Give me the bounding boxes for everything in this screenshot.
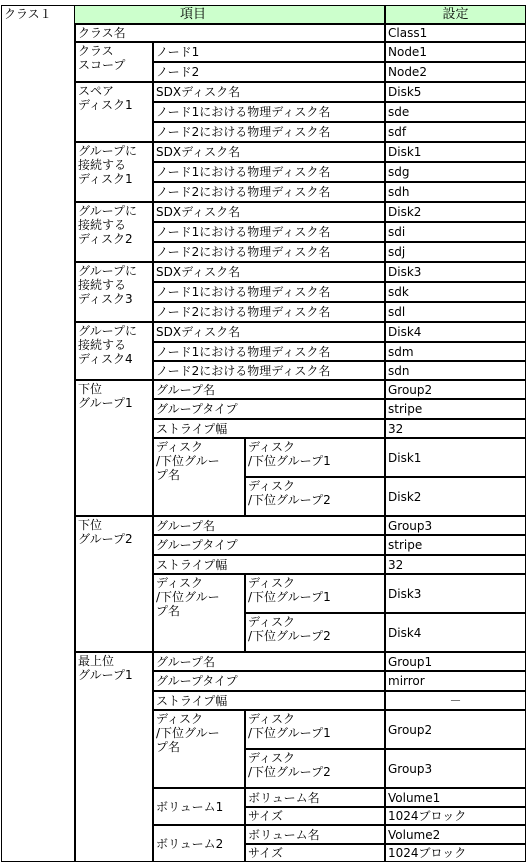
item-label-cell: グループ名 — [153, 516, 385, 535]
setting-value-cell: sdg — [385, 162, 526, 182]
item-label-cell: グループタイプ — [153, 535, 385, 555]
setting-value-cell: Node1 — [385, 42, 526, 62]
item-label-cell: ノード2における物理ディスク名 — [153, 242, 385, 262]
item-label-cell: グループに 接続する ディスク1 — [75, 142, 153, 202]
setting-value-cell: Disk5 — [385, 82, 526, 102]
item-label-cell: クラス１ — [1, 5, 75, 862]
item-label-cell: ノード2における物理ディスク名 — [153, 361, 385, 380]
header-item: 項目 — [1, 5, 385, 24]
item-label-cell: グループに 接続する ディスク4 — [75, 322, 153, 380]
item-label-cell: ノード1 — [153, 42, 385, 62]
item-label-cell: SDXディスク名 — [153, 322, 385, 342]
setting-value-cell: Volume2 — [385, 825, 526, 844]
item-label-cell: ノード1における物理ディスク名 — [153, 222, 385, 242]
item-label-cell: ボリューム2 — [153, 825, 245, 862]
item-label-cell: ノード2における物理ディスク名 — [153, 302, 385, 322]
item-label-cell: ノード1における物理ディスク名 — [153, 342, 385, 361]
item-label-cell: グループ名 — [153, 380, 385, 399]
setting-value-cell: sdj — [385, 242, 526, 262]
setting-value-cell: sdf — [385, 122, 526, 142]
setting-value-cell: 1024ブロック — [385, 807, 526, 825]
item-label-cell: SDXディスク名 — [153, 82, 385, 102]
setting-value-cell: Disk3 — [385, 574, 526, 613]
setting-value-cell: sdk — [385, 282, 526, 302]
setting-value-cell: Group3 — [385, 749, 526, 788]
setting-value-cell: sdi — [385, 222, 526, 242]
item-label-cell: ボリューム1 — [153, 788, 245, 825]
item-label-cell: ディスク /下位グループ2 — [245, 477, 385, 516]
item-label-cell: グループタイプ — [153, 399, 385, 419]
item-label-cell: ディスク /下位グループ1 — [245, 438, 385, 477]
item-label-cell: ディスク /下位グループ2 — [245, 749, 385, 788]
item-label-cell: グループ名 — [153, 652, 385, 671]
item-label-cell: ディスク /下位グループ1 — [245, 710, 385, 749]
item-label-cell: クラス スコープ — [75, 42, 153, 82]
item-label-cell: ノード1における物理ディスク名 — [153, 162, 385, 182]
setting-value-cell: Disk4 — [385, 613, 526, 652]
item-label-cell: ノード1における物理ディスク名 — [153, 102, 385, 122]
item-label-cell: ディスク /下位グルー プ名 — [153, 710, 245, 788]
item-label-cell: ディスク /下位グループ2 — [245, 613, 385, 652]
item-label-cell: ディスク /下位グルー プ名 — [153, 574, 245, 652]
setting-value-cell: stripe — [385, 535, 526, 555]
setting-value-cell: Volume1 — [385, 788, 526, 807]
item-label-cell: ボリューム名 — [245, 825, 385, 844]
item-label-cell: グループに 接続する ディスク3 — [75, 262, 153, 322]
header-setting: 設定 — [385, 5, 526, 24]
item-label-cell: ノード2における物理ディスク名 — [153, 182, 385, 202]
setting-value-cell: Disk1 — [385, 438, 526, 477]
setting-value-cell: Group3 — [385, 516, 526, 535]
setting-value-cell: Disk2 — [385, 477, 526, 516]
setting-value-cell: sdl — [385, 302, 526, 322]
setting-value-cell: 32 — [385, 555, 526, 574]
item-label-cell: ストライプ幅 — [153, 555, 385, 574]
setting-value-cell: Class1 — [385, 24, 526, 42]
setting-value-cell: sdn — [385, 361, 526, 380]
setting-value-cell: sdm — [385, 342, 526, 361]
item-label-cell: ディスク /下位グルー プ名 — [153, 438, 245, 516]
item-label-cell: SDXディスク名 — [153, 262, 385, 282]
setting-value-cell: 32 — [385, 419, 526, 438]
item-label-cell: グループタイプ — [153, 671, 385, 691]
item-label-cell: ストライプ幅 — [153, 419, 385, 438]
item-label-cell: 下位 グループ1 — [75, 380, 153, 516]
setting-value-cell: Disk3 — [385, 262, 526, 282]
item-label-cell: ノード1における物理ディスク名 — [153, 282, 385, 302]
item-label-cell: ノード2 — [153, 62, 385, 82]
item-label-cell: グループに 接続する ディスク2 — [75, 202, 153, 262]
item-label-cell: スペア ディスク1 — [75, 82, 153, 142]
item-label-cell: 下位 グループ2 — [75, 516, 153, 652]
item-label-cell: ストライプ幅 — [153, 691, 385, 710]
item-label-cell: ディスク /下位グループ1 — [245, 574, 385, 613]
setting-value-cell: sdh — [385, 182, 526, 202]
item-label-cell: クラス名 — [75, 24, 385, 42]
setting-value-cell: － — [385, 691, 526, 710]
item-label-cell: サイズ — [245, 844, 385, 862]
setting-value-cell: 1024ブロック — [385, 844, 526, 862]
item-label-cell: ノード2における物理ディスク名 — [153, 122, 385, 142]
item-label-cell: サイズ — [245, 807, 385, 825]
setting-value-cell: Node2 — [385, 62, 526, 82]
setting-value-cell: Disk1 — [385, 142, 526, 162]
setting-value-cell: sde — [385, 102, 526, 122]
setting-value-cell: Disk2 — [385, 202, 526, 222]
item-label-cell: 最上位 グループ1 — [75, 652, 153, 862]
item-label-cell: ボリューム名 — [245, 788, 385, 807]
setting-value-cell: Disk4 — [385, 322, 526, 342]
setting-value-cell: Group1 — [385, 652, 526, 671]
item-label-cell: SDXディスク名 — [153, 202, 385, 222]
setting-value-cell: mirror — [385, 671, 526, 691]
setting-value-cell: Group2 — [385, 380, 526, 399]
item-label-cell: SDXディスク名 — [153, 142, 385, 162]
setting-value-cell: stripe — [385, 399, 526, 419]
setting-value-cell: Group2 — [385, 710, 526, 749]
